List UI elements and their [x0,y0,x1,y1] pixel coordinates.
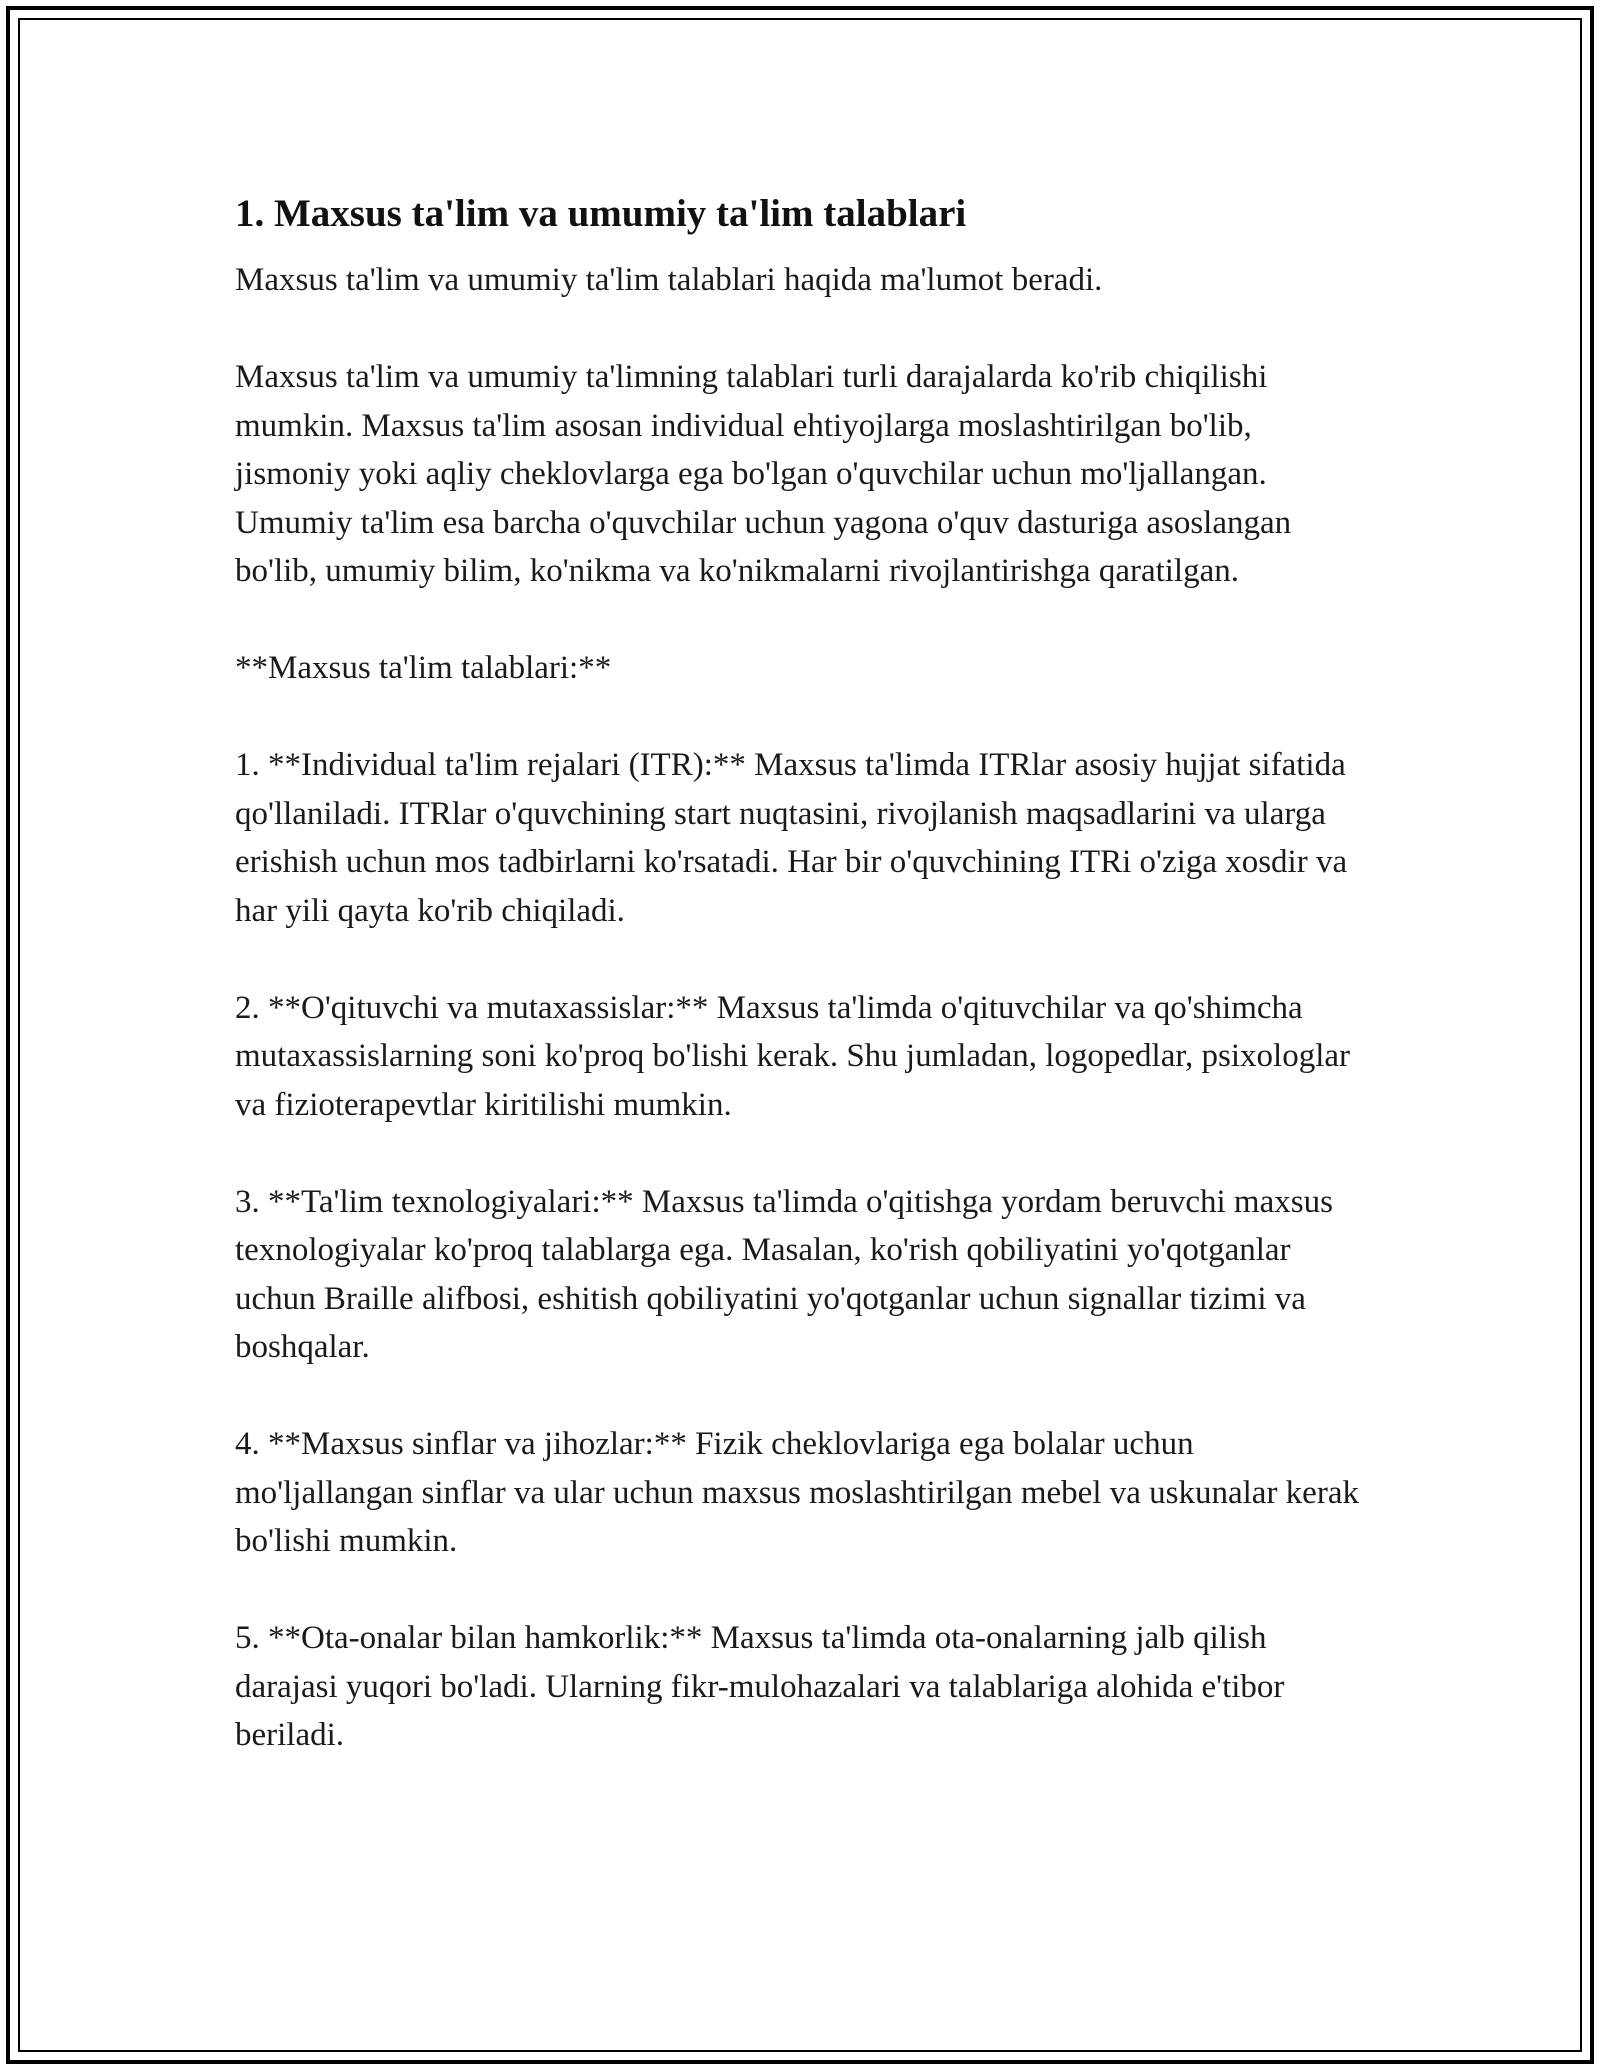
document-title: 1. Maxsus ta'lim va umumiy ta'lim talablari [235,192,967,235]
list-item-2: 2. **O'qituvchi va mutaxassislar:** Maxsus ta'limda o'qituvchilar va qo'shimcha mutaxassislarning soni ko'proq bo'lishi kerak. Shu jumladan, logopedlar, psixologlar va fizioterapevtlar kiritilishi mumkin. [235,989,1351,1123]
list-item-5: 5. **Ota-onalar bilan hamkorlik:** Maxsus ta'limda ota-onalarning jalb qilish darajasi yuqori bo'ladi. Ularning fikr-mulohazalari va talablariga alohida e'tibor beriladi. [235,1620,1285,1753]
list-item-1: 1. **Individual ta'lim rejalari (ITR):** Maxsus ta'limda ITRlar asosiy hujjat sifatida qo'llaniladi. ITRlar o'quvchining start nuqtasini, rivojlanish maqsadlarini va ularga erishish uchun mos tadbirlarni ko'rsatadi. Har bir o'quvchining ITRi o'ziga xosdir va har yili qayta ko'rib chiqiladi. [235,747,1348,929]
section-heading-paragraph: **Maxsus ta'lim talablari:** [235,650,612,686]
document-body [235,186,1375,1808]
list-item-3: 3. **Ta'lim texnologiyalari:** Maxsus ta'limda o'qitishga yordam beruvchi maxsus texnologiyalar ko'proq talablarga ega. Masalan, ko'rish qobiliyatini yo'qotganlar uchun Braille alifbosi, eshitish qobiliyatini yo'qotganlar uchun signallar tizimi va boshqalar. [235,1183,1333,1365]
overview-paragraph: Maxsus ta'lim va umumiy ta'limning talablari turli darajalarda ko'rib chiqilishi mumkin. Maxsus ta'lim asosan individual ehtiyojlarga moslashtirilgan bo'lib, jismoniy yoki aqliy cheklovlarga ega bo'lgan o'quvchilar uchun mo'ljallangan. Umumiy ta'lim esa barcha o'quvchilar uchun yagona o'quv dasturiga asoslangan bo'lib, umumiy bilim, ko'nikma va ko'nikmalarni rivojlantirishga qaratilgan. [235,359,1292,589]
intro-paragraph: Maxsus ta'lim va umumiy ta'lim talablari haqida ma'lumot beradi. [235,262,1103,298]
list-item-4: 4. **Maxsus sinflar va jihozlar:** Fizik cheklovlariga ega bolalar uchun mo'ljallangan sinflar va ular uchun maxsus moslashtirilgan mebel va uskunalar kerak bo'lishi mumkin. [235,1426,1359,1559]
